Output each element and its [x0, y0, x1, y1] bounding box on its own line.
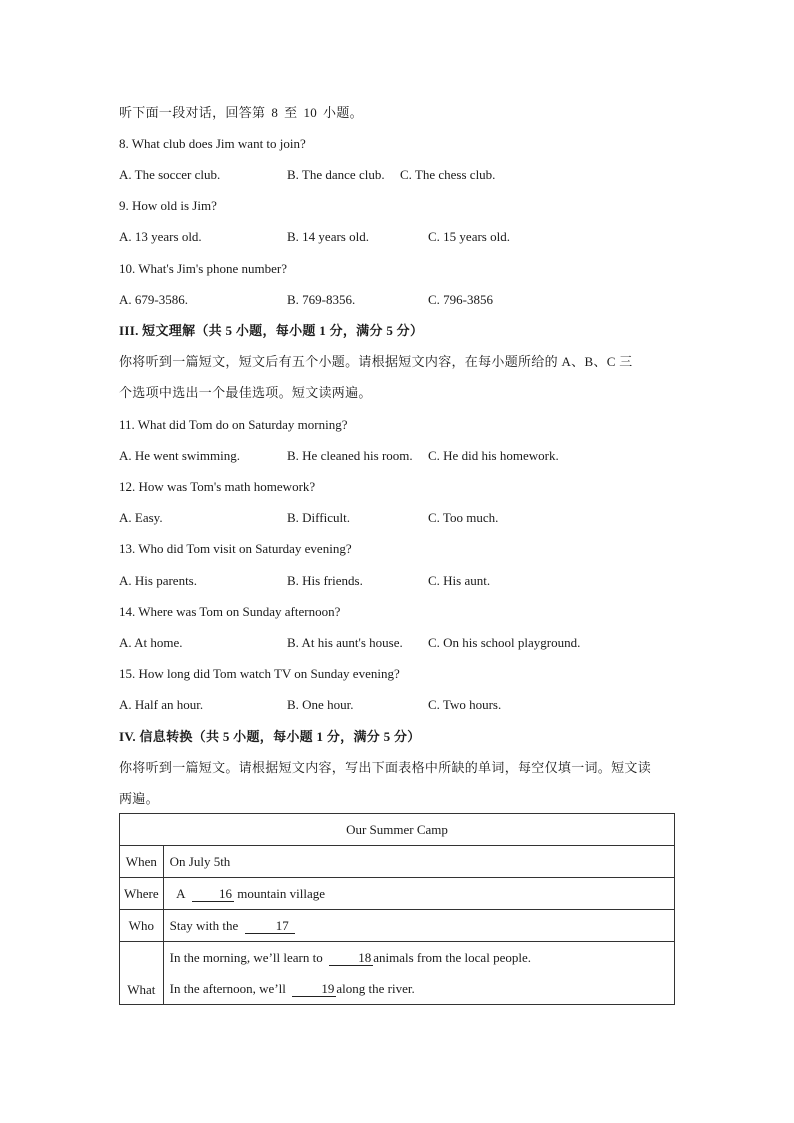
who-prefix: Stay with the — [169, 917, 239, 933]
q13-option-c: C. His aunt. — [428, 573, 491, 588]
what-morning-suffix: animals from the local people. — [373, 950, 531, 965]
blank-18: 18 — [329, 951, 373, 966]
q9-option-a: A. 13 years old. — [119, 229, 202, 244]
blank-19: 19 — [292, 982, 336, 997]
what-label: What — [120, 942, 164, 1005]
section-4-instructions-2: 两遍。 — [119, 791, 159, 806]
question-14: 14. Where was Tom on Sunday afternoon? — [119, 604, 341, 619]
q13-option-a: A. His parents. — [119, 573, 197, 588]
q10-option-b: B. 769-8356. — [287, 292, 356, 307]
q8-option-c: C. The chess club. — [400, 167, 496, 182]
intro-num-end: 10 — [303, 105, 318, 120]
q12-option-c: C. Too much. — [428, 510, 499, 525]
what-afternoon-prefix: In the afternoon, we’ll — [169, 981, 286, 996]
where-suffix: mountain village — [237, 885, 326, 901]
what-line-morning — [164, 942, 674, 973]
section-4-heading: IV. 信息转换（共 5 小题，每小题 1 分，满分 5 分） — [119, 729, 421, 744]
question-15: 15. How long did Tom watch TV on Sunday evening? — [119, 666, 400, 681]
q11-option-a: A. He went swimming. — [119, 448, 240, 463]
what-value — [163, 942, 674, 1005]
q11-option-c: C. He did his homework. — [428, 448, 559, 463]
where-prefix: A — [176, 885, 186, 901]
where-label: Where — [120, 878, 164, 910]
what-morning-prefix: In the morning, we’ll learn to — [169, 950, 323, 965]
intro-to: 至 — [284, 105, 298, 120]
who-label: Who — [120, 910, 164, 942]
listen-intro — [119, 104, 363, 122]
who-value — [163, 910, 674, 942]
question-13: 13. Who did Tom visit on Saturday evening? — [119, 541, 352, 556]
what-afternoon-suffix: along the river. — [336, 981, 415, 996]
q14-option-b: B. At his aunt's house. — [287, 635, 403, 650]
section-4-instructions-1: 你将听到一篇短文。请根据短文内容，写出下面表格中所缺的单词，每空仅填一词。短文读 — [119, 760, 652, 775]
question-9: 9. How old is Jim? — [119, 198, 217, 213]
question-11: 11. What did Tom do on Saturday morning? — [119, 417, 348, 432]
q14-option-c: C. On his school playground. — [428, 635, 581, 650]
q9-option-b: B. 14 years old. — [287, 229, 369, 244]
intro-text: 听下面一段对话，回答第 — [119, 105, 266, 120]
blank-16: 16 — [192, 887, 234, 902]
what-line-afternoon — [164, 973, 674, 1004]
q14-option-a: A. At home. — [119, 635, 183, 650]
intro-suffix: 小题。 — [323, 105, 363, 120]
where-value — [163, 878, 674, 910]
table-row — [120, 814, 675, 846]
section-3-heading: III. 短文理解（共 5 小题，每小题 1 分，满分 5 分） — [119, 323, 424, 338]
q10-option-a: A. 679-3586. — [119, 292, 188, 307]
q11-option-b: B. He cleaned his room. — [287, 448, 413, 463]
question-8: 8. What club does Jim want to join? — [119, 136, 306, 151]
table-title: Our Summer Camp — [120, 814, 675, 846]
summer-camp-table — [119, 813, 675, 1005]
q15-option-a: A. Half an hour. — [119, 697, 204, 712]
question-10: 10. What's Jim's phone number? — [119, 261, 288, 276]
question-12: 12. How was Tom's math homework? — [119, 479, 316, 494]
q15-option-b: B. One hour. — [287, 697, 354, 712]
table-row — [120, 846, 675, 878]
table-row — [120, 878, 675, 910]
when-label: When — [120, 846, 164, 878]
q8-option-b: B. The dance club. — [287, 167, 385, 182]
q15-option-c: C. Two hours. — [428, 697, 502, 712]
blank-17: 17 — [245, 919, 295, 934]
q12-option-a: A. Easy. — [119, 510, 163, 525]
q9-option-c: C. 15 years old. — [428, 229, 510, 244]
q10-option-c: C. 796-3856 — [428, 292, 493, 307]
when-value: On July 5th — [163, 846, 674, 878]
q8-option-a: A. The soccer club. — [119, 167, 221, 182]
table-row — [120, 910, 675, 942]
intro-num-start: 8 — [271, 105, 279, 120]
q13-option-b: B. His friends. — [287, 573, 363, 588]
section-3-instructions-1: 你将听到一篇短文，短文后有五个小题。请根据短文内容，在每小题所给的 A、B、C 三 — [119, 354, 633, 369]
q12-option-b: B. Difficult. — [287, 510, 350, 525]
table-row — [120, 942, 675, 1005]
section-3-instructions-2: 个选项中选出一个最佳选项。短文读两遍。 — [119, 385, 372, 400]
